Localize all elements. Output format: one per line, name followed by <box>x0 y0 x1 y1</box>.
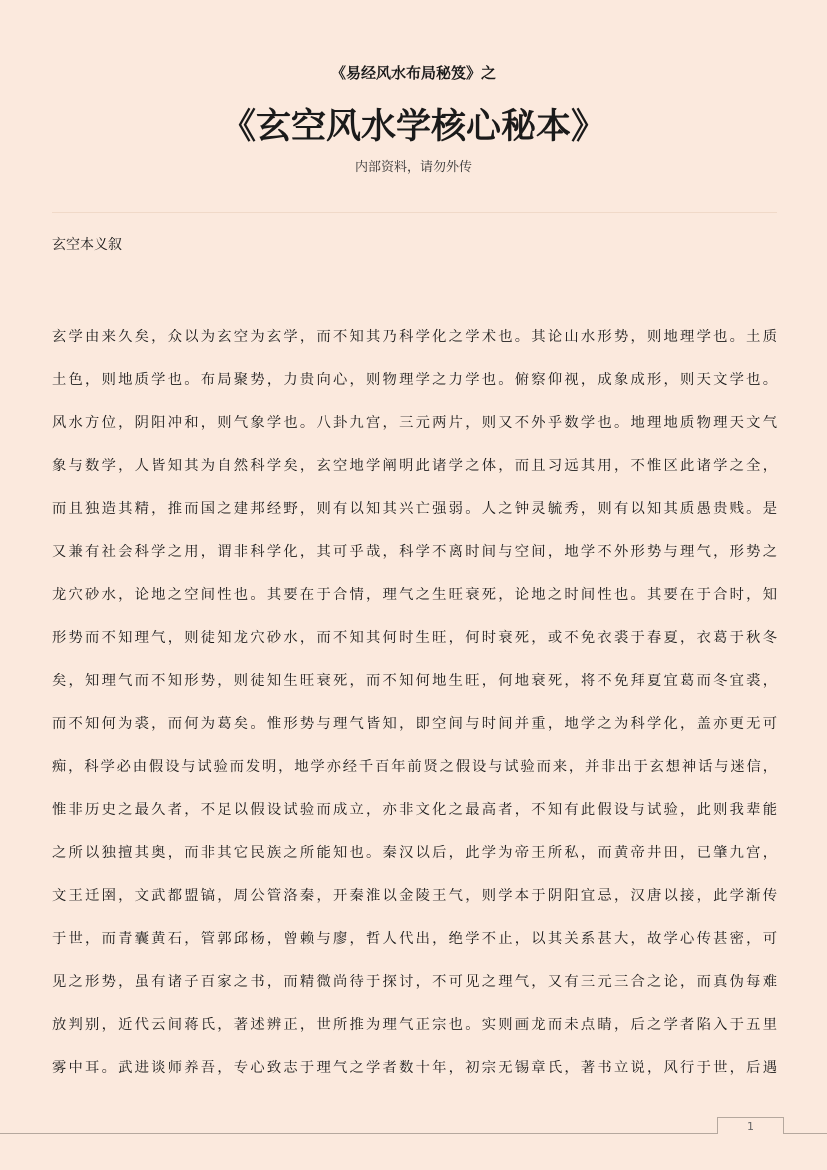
body-line: 土色，则地质学也。布局聚势，力贵向心，则物理学之力学也。俯察仰视，成象成形，则天文学也。 <box>52 372 777 388</box>
header-divider <box>52 212 777 213</box>
body-line: 风水方位，阴阳冲和，则气象学也。八卦九宫，三元两片，则又不外乎数学也。地理地质物理天文气 <box>52 415 777 431</box>
body-line: 又兼有社会科学之用，谓非科学化，其可乎哉，科学不离时间与空间，地学不外形势与理气，形势之 <box>52 544 777 560</box>
body-line: 玄学由来久矣，众以为玄空为玄学，而不知其乃科学化之学术也。其论山水形势，则地理学也。土质 <box>52 329 777 345</box>
body-line: 龙穴砂水，论地之空间性也。其要在于合情，理气之生旺衰死，论地之时间性也。其要在于合时，知 <box>52 587 777 603</box>
body-line: 见之形势，虽有诸子百家之书，而精微尚待于探讨，不可见之理气，又有三元三合之论，而真伪每难 <box>52 974 777 990</box>
body-text <box>52 316 777 1090</box>
footer-divider <box>0 1133 827 1134</box>
body-line: 而不知何为裘，而何为葛矣。惟形势与理气皆知，即空间与时间并重，地学之为科学化，盖亦更无可 <box>52 716 777 732</box>
body-line: 惟非历史之最久者，不足以假设试验而成立，亦非文化之最高者，不知有此假设与试验，此则我辈能 <box>52 802 777 818</box>
body-line: 形势而不知理气，则徒知龙穴砂水，而不知其何时生旺，何时衰死，或不免衣裘于春夏，衣葛于秋冬 <box>52 630 777 646</box>
page-subtitle: 内部资料，请勿外传 <box>354 160 472 175</box>
body-line: 象与数学，人皆知其为自然科学矣，玄空地学阐明此诸学之体，而且习远其用，不惟区此诸学之全， <box>52 458 777 474</box>
body-line: 矣，知理气而不知形势，则徒知生旺衰死，而不知何地生旺，何地衰死，将不免拜夏宜葛而冬宜裘， <box>52 673 777 689</box>
page-number: 1 <box>717 1117 784 1134</box>
body-line: 痴，科学必由假设与试验而发明，地学亦经千百年前贤之假设与试验而来，并非出于玄想神话与迷信， <box>52 759 777 775</box>
body-line: 之所以独擅其奥，而非其它民族之所能知也。秦汉以后，此学为帝王所私，而黄帝井田，已肇九宫， <box>52 845 777 861</box>
body-line: 而且独造其精，推而国之建邦经野，则有以知其兴亡强弱。人之钟灵毓秀，则有以知其质愚贵贱。是 <box>52 501 777 517</box>
body-line: 放判别，近代云间蒋氏，著述辨正，世所推为理气正宗也。实则画龙而未点睛，后之学者陷入于五里 <box>52 1017 777 1033</box>
series-title: 《易经风水布局秘笈》之 <box>330 64 496 82</box>
body-line: 于世，而青囊黄石，管郭邱杨，曾赖与廖，哲人代出，绝学不止，以其关系甚大，故学心传甚密，可 <box>52 931 777 947</box>
section-heading: 玄空本义叙 <box>52 237 122 253</box>
body-line: 雾中耳。武进谈师养吾，专心致志于理气之学者数十年，初宗无锡章氏，著书立说，风行于世，后遇 <box>52 1060 777 1076</box>
page-title: 《玄空风水学核心秘本》 <box>220 107 606 147</box>
body-line: 文王迁圉，文武都盟镐，周公管洛秦，开秦淮以金陵王气，则学本于阴阳宜忌，汉唐以接，此学渐传 <box>52 888 777 904</box>
